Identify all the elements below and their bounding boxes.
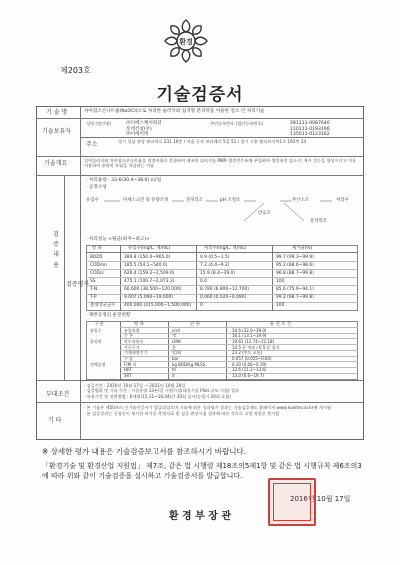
- ops-cell: d: [172, 373, 175, 379]
- ops-cell: 일/회: [172, 350, 182, 356]
- remarks-label: 기 타: [48, 417, 62, 424]
- ops-cell: 유입유량: [124, 327, 140, 333]
- address-value: 경기 성남 분당 판교역로 231 10층 / 서울 동작 보라매로 5길 51 / 경기 시흥 엠티브이북1로 193번 24: [118, 139, 307, 144]
- flow-step-2: 미세스크린 및 유량조정: [123, 198, 169, 203]
- holder-names: ㈜디에스케이워터 롯데건설(주) ㈜이에이텍: [126, 121, 162, 138]
- ops-cell: 기계세정주기: [124, 350, 148, 356]
- quality-cell: 99.2 (98.7~99.8): [276, 295, 314, 300]
- quality-header-item: 항 목: [92, 246, 102, 251]
- quality-cell: SS: [90, 278, 96, 284]
- holder-reg-label: 주민등록번호 (법인등록번호): [210, 121, 264, 126]
- tech-name-label: 기 술 명: [46, 109, 68, 116]
- quality-cell: 95.2 (88.6~98.6): [276, 262, 314, 268]
- quality-cell: 100: [276, 303, 285, 309]
- svg-text:환경: 환경: [179, 38, 193, 46]
- ops-cell: hr: [172, 367, 177, 373]
- quality-cell: 0.0: [200, 278, 207, 284]
- flow-step-3: 전처리조: [186, 198, 203, 203]
- quality-cell: 400,000 (415,000~1,500,000): [124, 303, 192, 309]
- tech-name: 차아염소산나트륨(NaOCl)으로 처리한 슬러지와 침지형 분리막을 이용한 질소·인 처리기술: [84, 109, 265, 114]
- quality-cell: 99.7 (99.3~99.9): [276, 254, 314, 260]
- ops-cell: ℃: [172, 333, 177, 339]
- document-title: 기술검증서: [156, 85, 244, 105]
- holder-label: 기술보유자: [42, 128, 71, 135]
- address-label: 주소: [86, 141, 98, 148]
- quality-header-removal: 제거율(%): [292, 246, 313, 251]
- ops-header-condition: 운 전 조 건: [270, 322, 292, 327]
- ops-cell: 16.1 (13.1~19.9): [232, 333, 267, 339]
- quality-cell: 0.9 (0.5~1.5): [200, 254, 230, 260]
- conditions-text: · 검증기간 : 2016년 10월 17일 ~ 2021년 10월 16일 · 검증범위 및 기술 수준 : 시설용량 33톤/일 시범시설(대상시설 Pilot 규모 시험) 결과 · 유용기간 및 전환방법 : 6개월(15.11~16.04)간 30회 실시(동절기 20회 포함): [84, 383, 239, 399]
- process-flow-diagram: [84, 191, 360, 231]
- process-label: · 공정구성: [86, 185, 107, 190]
- quality-cell: 389.8 (150.0~965.0): [124, 254, 171, 260]
- ops-cell: ㎥/d: [172, 327, 180, 333]
- issue-date: 2016년 10월 17일: [290, 495, 351, 503]
- flow-step-7: 분리막조: [310, 219, 327, 224]
- quality-cell: 60.600 (38.500~120.000): [124, 286, 182, 292]
- capacity-text: · 처리용량 : 33.6(30.4~38.0) ㎥/일: [86, 178, 162, 183]
- summary-text: 잉여슬러지와 차아염소산나트륨을 적정비율로 혼합하여 제조한 슬러지를 MBR 생물반응조에 주입하여 생물학적 질소·인 제거 성능을 향상시키고 이를 이용하여 분리막 오염을 저감하는 기술: [84, 158, 357, 169]
- legal-basis-text: 「환경기술 및 환경산업 지원법」 제7조, 같은 법 시행령 제18조의5제1항 및 같은 법 시행규칙 제6조의3에 따라 위와 같이 기술검증을 실시하고 기술검증서를 발급합니다.: [42, 462, 362, 481]
- quality-cell: 100: [276, 278, 285, 284]
- flow-step-4: pH 조절조: [220, 198, 241, 203]
- quality-cell: 85.6 (75.9~94.1): [276, 286, 314, 292]
- quality-cell: CODcr: [90, 270, 105, 276]
- ops-cell: 수 온: [124, 333, 133, 339]
- ops-header-item: 항 목: [134, 322, 144, 327]
- ops-cell: LMH: [172, 338, 181, 344]
- government-emblem: [161, 16, 211, 66]
- holder-name-label: 성명 (법인명): [86, 121, 111, 126]
- ops-header-unit: 단 위: [190, 322, 200, 327]
- holder-reg-numbers: 281111-0087640 110111-0193196 135011-0123162: [290, 121, 330, 138]
- ops-cell: HRT: [124, 367, 132, 373]
- quality-cell: 8.780 (6.800~12.700): [200, 286, 250, 292]
- ops-cell: F/M 비: [124, 361, 137, 367]
- doc-number: 제203호: [60, 66, 91, 75]
- ops-cell: 0.10 (0.06~0.19): [232, 361, 267, 367]
- quality-cell: 9.007 (5.090~19.000): [124, 295, 174, 300]
- ops-cell: 분: [172, 344, 176, 350]
- issuer-name: 환 경 부 장 관: [168, 511, 232, 522]
- flow-step-6: 무산소조: [292, 198, 309, 203]
- ops-cell: 수 압: [124, 356, 133, 361]
- verification-side-label: 검 증 내 용: [53, 231, 59, 269]
- remarks-text: · 본 기술은 제50조의 신기술인증서가 발급되었으며 기술에 따른 성과평가 결과는 기술검증제도 홈페이지 www.koeitev.or.kr에 게시됨 · 본 검증결과는 신청인이 제시한 비가공 측정자료 및 검증 현장시험 결과에 따른 것으로 고정 적용은 불가함: [84, 405, 331, 416]
- ops-cell: 12.6 (11.2~13.6): [232, 367, 267, 373]
- flow-step-5: 반응조: [258, 211, 271, 216]
- ops-cell: 전체공정: [90, 361, 106, 367]
- quality-cell: 총대장균군수: [90, 303, 116, 309]
- ops-cell: SRT: [124, 373, 132, 379]
- quality-title: · 처리성능 <평균(최저~최고)>: [86, 237, 150, 242]
- quality-cell: 475.1 (100.7~2,073.3): [124, 278, 175, 284]
- quality-cell: 7.2 (4.4~9.2): [200, 262, 230, 268]
- flow-step-1: 유입수: [86, 198, 99, 203]
- quality-cell: 626.4 (159.2~2,509.0): [124, 270, 175, 276]
- ops-cell: 13.0 (6.6~19.7): [232, 373, 264, 379]
- quality-header-effluent: 처리수(mg/L, 개/mL): [204, 246, 247, 251]
- ops-cell: 34.6 (32.0~39.0): [232, 327, 267, 333]
- quality-cell: BOD5: [90, 254, 103, 260]
- ops-cell: 0.057 (0.055~0.60): [232, 356, 272, 361]
- ops-cell: 23.2 (반도 포함): [232, 350, 263, 356]
- ops-cell: kg BOD/kg MLSS: [172, 361, 206, 367]
- ops-cell: bar: [172, 356, 179, 361]
- quality-cell: T-P: [90, 295, 97, 300]
- ops-cell: 유입수: [90, 327, 102, 333]
- quality-cell: 185.5 (54.1~540.0): [124, 262, 168, 268]
- quality-cell: 96.8 (88.7~99.8): [276, 270, 314, 276]
- conditions-label: 부대조건: [46, 391, 70, 398]
- ops-cell: 14.5 분 여과 / 0.5 분 휴지: [232, 344, 280, 350]
- ops-cell: 19.61 (12.74~22.18): [232, 338, 275, 344]
- flow-step-8: 처리수: [336, 198, 349, 203]
- summary-label: 기술개요: [44, 160, 68, 167]
- quality-cell: 15.9 (8.4~39.0): [200, 270, 236, 276]
- ops-cell: 분리막: [90, 338, 102, 344]
- quality-cell: 0: [200, 303, 203, 309]
- reference-note: ※ 상세한 평가 내용은 기술검증보고서를 참조하시기 바랍니다.: [42, 447, 247, 456]
- verify-label: 검증평가: [66, 281, 90, 288]
- ops-cell: 막투과유속: [124, 338, 144, 344]
- ops-header-category: 구 분: [94, 322, 104, 327]
- quality-cell: CODmn: [90, 262, 107, 268]
- quality-header-influent: 유입수(mg/L, 개/mL): [128, 246, 171, 251]
- quality-cell: T-N: [90, 286, 98, 292]
- ops-cell: 가동주기: [124, 344, 140, 350]
- quality-cell: 0.060 (0.020~0.090): [200, 295, 247, 300]
- ops-title: · 제반공정의 운전현황: [86, 313, 131, 318]
